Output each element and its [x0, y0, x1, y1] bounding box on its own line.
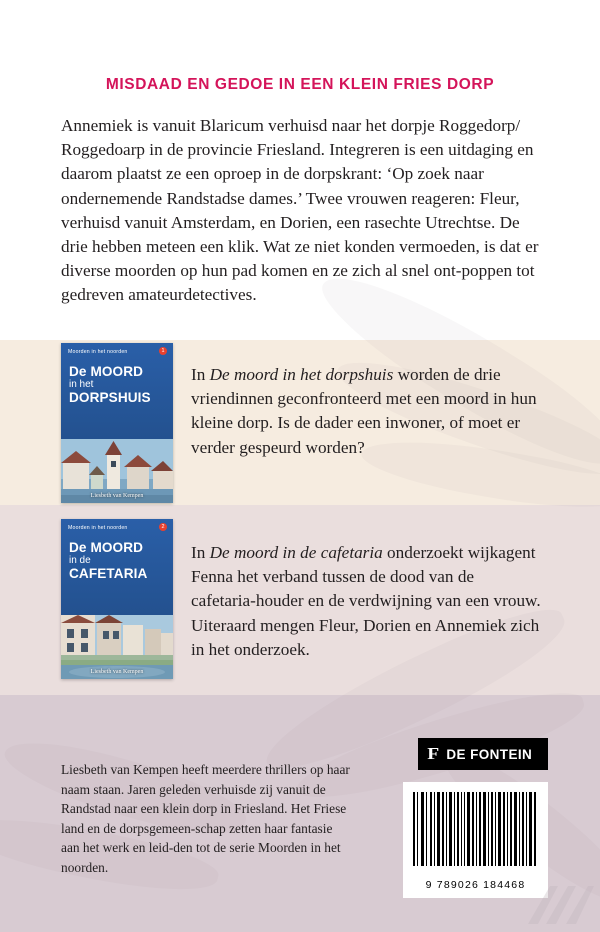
- cover-author-name: Liesbeth van Kempen: [90, 669, 144, 675]
- cover-title-line1: De MOORD: [69, 540, 144, 555]
- book-cover-cafetaria: [61, 519, 173, 679]
- desc-book-title: De moord in de cafetaria: [209, 543, 383, 562]
- cover-title-line2: in het: [69, 379, 94, 390]
- cover-series-label: Moorden in het noorden: [68, 349, 128, 355]
- desc-pre: In: [191, 543, 210, 562]
- barcode: [403, 782, 548, 898]
- book-cover-dorpshuis: [61, 343, 173, 503]
- cover-title-line1: De MOORD: [69, 364, 144, 379]
- desc-pre: In: [191, 365, 210, 384]
- cover-title-line3: CAFETARIA: [69, 566, 148, 581]
- fontein-f-icon: F: [427, 744, 440, 763]
- barcode-digits: 9 789026 184468: [425, 879, 526, 891]
- book-description-2: [191, 519, 543, 662]
- corner-watermark: [524, 882, 594, 928]
- book-entry-2: [61, 519, 543, 679]
- cover-title: [69, 541, 167, 580]
- book-entry-1: [61, 343, 543, 503]
- cover-title-line3: DORPSHUIS: [69, 390, 151, 405]
- cover-series-label: Moorden in het noorden: [68, 525, 128, 531]
- desc-post: onderzoekt wijkagent Fenna het verband tussen de dood van de cafetaria-houder en de verdwijning van een vrouw. Uiteraard mengen Fleur, Dorien en Annemiek zich in het onderzoek.: [191, 543, 541, 659]
- cover-author-name: Liesbeth van Kempen: [90, 493, 144, 499]
- publisher-logo: [418, 738, 548, 770]
- publisher-name: DE FONTEIN: [446, 746, 533, 762]
- desc-book-title: De moord in het dorpshuis: [209, 365, 394, 384]
- cover-series-number: 1: [159, 347, 167, 355]
- author-bio: Liesbeth van Kempen heeft meerdere thrillers op haar naam staan. Jaren geleden verhuisde zij vanuit de Randstad naar een klein dorp in Friesland. Het Friese land en de dorpsgemeen-schap zetten haar fantasie aan het werk en leid-den tot de serie Moorden in het noorden.: [61, 762, 350, 875]
- page-title: MISDAAD EN GEDOE IN EEN KLEIN FRIES DORP: [105, 76, 495, 93]
- barcode-bars: [413, 792, 538, 866]
- cover-title-line2: in de: [69, 555, 91, 566]
- book-description-1: [191, 343, 543, 460]
- blurb-text: Annemiek is vanuit Blaricum verhuisd naar het dorpje Roggedorp/ Roggedoarp in de provincie Friesland. Integreren is een uitdaging en daarom plaatst ze een oproep in de dorpskrant: ‘Op zoek naar ondernemende Randstadse dames.’ Twee vrouwen reageren: Fleur, verhuisd vanuit Amsterdam, en Dorien, een rasechte Utrechtse. De drie hebben meteen een klik. Wat ze niet konden vermoeden, is dat er diverse moorden op hun pad komen en ze zich al snel ont-poppen tot gedreven amateurdetectives.: [61, 116, 539, 305]
- cover-title: [69, 365, 167, 404]
- desc-post: worden de drie vriendinnen geconfronteerd met een moord in hun kleine dorp. Is de dader een inwoner, of moet er verder gespeurd worden?: [191, 365, 537, 457]
- cover-series-number: 2: [159, 523, 167, 531]
